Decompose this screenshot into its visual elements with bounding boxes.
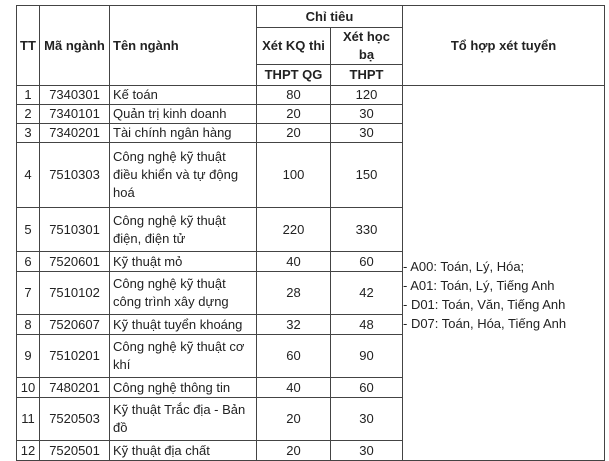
row-name-line: Công nghệ kỹ thuật — [113, 212, 226, 228]
combos-cell — [403, 86, 605, 461]
row-name-line: Tài chính ngân hàng — [113, 125, 232, 140]
row-record-quota: 30 — [331, 105, 403, 124]
row-tt: 6 — [17, 252, 40, 272]
row-name-line: Công nghệ kỹ thuật — [113, 149, 226, 164]
row-code: 7520501 — [40, 441, 110, 461]
row-exam-quota: 20 — [257, 124, 331, 143]
row-record-quota: 90 — [331, 335, 403, 378]
header-name: Tên ngành — [110, 6, 257, 86]
row-code: 7340201 — [40, 124, 110, 143]
row-exam-quota: 20 — [257, 105, 331, 124]
row-name-line: Công nghệ kỹ thuật — [113, 276, 226, 291]
row-name-line: Công nghệ thông tin — [113, 379, 231, 395]
row-name-line: Quản trị kinh doanh — [113, 106, 227, 121]
row-record-quota: 30 — [331, 124, 403, 143]
admission-table — [16, 5, 605, 461]
row-name-line: công trình xây dựng — [113, 294, 229, 309]
header-code: Mã ngành — [40, 6, 110, 86]
row-name-line: đồ — [113, 420, 128, 435]
row-record-quota: 30 — [331, 398, 403, 441]
row-tt: 2 — [17, 105, 40, 124]
row-name — [110, 398, 257, 441]
row-name-line: Kỹ thuật tuyển khoáng — [113, 316, 243, 332]
row-tt: 5 — [17, 208, 40, 252]
row-exam-quota: 80 — [257, 86, 331, 105]
row-name — [110, 143, 257, 208]
header-tt: TT — [17, 6, 40, 86]
row-name — [110, 315, 257, 335]
row-record-quota: 48 — [331, 315, 403, 335]
combo-d01: - D01: Toán, Văn, Tiếng Anh — [403, 297, 566, 312]
combo-a01: - A01: Toán, Lý, Tiếng Anh — [403, 278, 555, 293]
row-exam-quota: 40 — [257, 252, 331, 272]
row-record-quota: 42 — [331, 272, 403, 315]
row-code: 7510102 — [40, 272, 110, 315]
header-quota-record-line1: Xét học bạ — [331, 28, 403, 65]
row-code: 7510303 — [40, 143, 110, 208]
row-code: 7520607 — [40, 315, 110, 335]
row-tt: 12 — [17, 441, 40, 461]
row-code: 7520503 — [40, 398, 110, 441]
header-quota-exam-line1: Xét KQ thi — [257, 28, 331, 65]
row-code: 7340301 — [40, 86, 110, 105]
row-exam-quota: 100 — [257, 143, 331, 208]
row-tt: 8 — [17, 315, 40, 335]
row-name — [110, 105, 257, 124]
row-name — [110, 335, 257, 378]
row-name — [110, 272, 257, 315]
row-name — [110, 378, 257, 398]
row-record-quota: 30 — [331, 441, 403, 461]
row-name — [110, 86, 257, 105]
row-record-quota: 330 — [331, 208, 403, 252]
row-name — [110, 252, 257, 272]
row-code: 7340101 — [40, 105, 110, 124]
row-name-line: Kỹ thuật mỏ — [113, 253, 183, 269]
row-tt: 10 — [17, 378, 40, 398]
combo-d07: - D07: Toán, Hóa, Tiếng Anh — [403, 316, 567, 331]
row-tt: 4 — [17, 143, 40, 208]
row-name-line: điện, điện tử — [113, 230, 186, 246]
row-code: 7480201 — [40, 378, 110, 398]
row-name-line: Kế toán — [113, 87, 158, 102]
header-quota-record-line2: THPT — [331, 65, 403, 86]
row-record-quota: 150 — [331, 143, 403, 208]
row-exam-quota: 40 — [257, 378, 331, 398]
row-name-line: Công nghệ kỹ thuật cơ — [113, 339, 245, 354]
row-exam-quota: 20 — [257, 441, 331, 461]
header-quota-exam-line2: THPT QG — [257, 65, 331, 86]
row-name-line: hoá — [113, 185, 135, 200]
row-exam-quota: 28 — [257, 272, 331, 315]
row-exam-quota: 60 — [257, 335, 331, 378]
row-tt: 9 — [17, 335, 40, 378]
row-record-quota: 120 — [331, 86, 403, 105]
row-name-line: Kỹ thuật địa chất — [113, 442, 210, 458]
combo-a00: - A00: Toán, Lý, Hóa; — [403, 259, 525, 274]
row-name — [110, 208, 257, 252]
row-tt: 11 — [17, 398, 40, 441]
header-row-top — [17, 6, 605, 28]
header-quota: Chỉ tiêu — [257, 6, 403, 28]
row-tt: 1 — [17, 86, 40, 105]
row-tt: 7 — [17, 272, 40, 315]
row-tt: 3 — [17, 124, 40, 143]
row-exam-quota: 20 — [257, 398, 331, 441]
row-record-quota: 60 — [331, 252, 403, 272]
row-exam-quota: 220 — [257, 208, 331, 252]
table-row — [17, 86, 605, 105]
row-exam-quota: 32 — [257, 315, 331, 335]
row-record-quota: 60 — [331, 378, 403, 398]
header-combos: Tổ hợp xét tuyển — [403, 6, 605, 86]
row-code: 7510301 — [40, 208, 110, 252]
row-code: 7520601 — [40, 252, 110, 272]
row-name-line: Kỹ thuật Trắc địa - Bản — [113, 402, 246, 417]
row-code: 7510201 — [40, 335, 110, 378]
row-name — [110, 124, 257, 143]
row-name-line: điều khiển và tự động — [113, 167, 239, 182]
row-name-line: khí — [113, 357, 131, 372]
